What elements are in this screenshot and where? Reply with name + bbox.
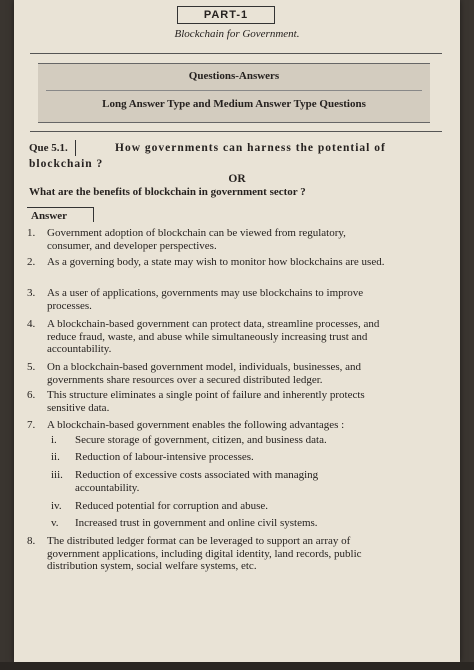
list-item-number: 4. [27,318,36,330]
question-label: Que 5.1. [29,140,76,156]
sub-list-item-number: v. [51,517,59,529]
list-item-number: 7. [27,419,36,431]
chapter-subtitle: Blockchain for Government. [174,28,300,40]
list-item-text: A blockchain-based government can protect data, streamline processes, and reduce fraud, waste, and abuse while simultaneously increasing trust and accountability. [47,318,380,355]
sub-list-item-text: Secure storage of government, citizen, and business data. [75,434,327,446]
sub-list-item-number: iv. [51,500,62,512]
question-or: OR [228,173,246,185]
list-item-number: 1. [27,227,36,239]
list-item-text: This structure eliminates a single point of failure and inherently protects sensitive data. [47,389,365,414]
question-alt: What are the benefits of blockchain in government sector ? [29,186,306,198]
divider-bottom [30,131,442,132]
list-item-text: On a blockchain-based government model, individuals, businesses, and governments share resources over a secured distributed ledger. [47,361,362,386]
sub-list-item-number: i. [51,434,57,446]
sub-list-item-text: Reduction of labour-intensive processes. [75,451,254,463]
sub-list-item-text: Reduction of excessive costs associated with managing accountability. [75,469,319,494]
list-item-text: The distributed ledger format can be leveraged to support an array of government applications, including digital identity, land records, public distribution system, social welfare systems, etc. [47,535,362,572]
list-item-text: As a governing body, a state may wish to monitor how blockchains are used. [47,256,385,268]
sub-list-item-text: Reduced potential for corruption and abuse. [75,500,269,512]
list-item-number: 6. [27,389,36,401]
list-item-text: As a user of applications, governments may use blockchains to improve processes. [47,287,364,312]
list-item-number: 5. [27,361,36,373]
list-item-number: 8. [27,535,36,547]
list-item-text: A blockchain-based government enables the following advantages : [47,419,345,431]
answer-label: Answer [27,207,94,222]
sub-list-item-number: iii. [51,469,63,481]
divider-top [30,53,442,54]
question-line-1: How governments can harness the potential of [115,142,386,154]
part-heading: PART-1 [177,6,275,24]
section-band [38,63,430,123]
document-page [14,0,460,662]
sub-list-item-text: Increased trust in government and online civil systems. [75,517,318,529]
section-divider [46,90,422,91]
background-edge [0,662,474,670]
list-item-text: Government adoption of blockchain can be viewed from regulatory, consumer, and developer perspectives. [47,227,346,252]
list-item-number: 3. [27,287,36,299]
sub-list-item-number: ii. [51,451,60,463]
section-subtitle: Long Answer Type and Medium Answer Type Questions [102,98,366,110]
section-title: Questions-Answers [188,70,280,82]
question-line-2: blockchain ? [29,158,104,170]
list-item-number: 2. [27,256,36,268]
